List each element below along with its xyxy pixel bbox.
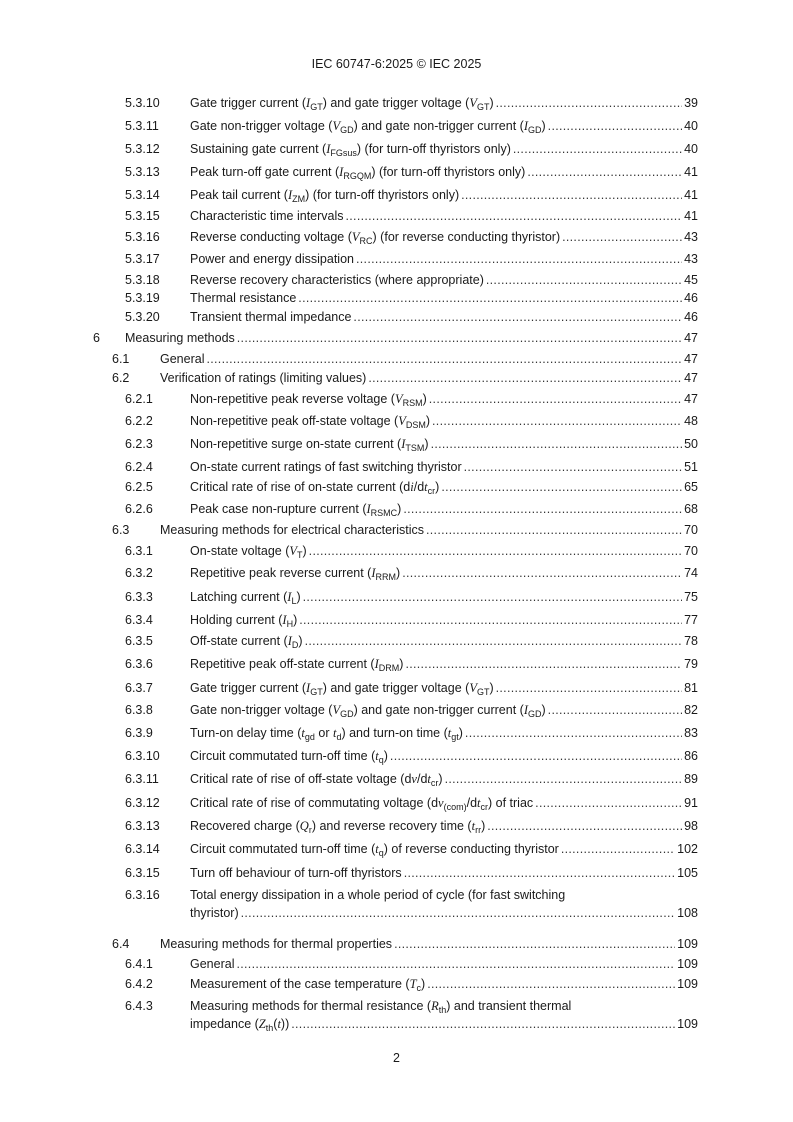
toc-entry-number: 6.3.4	[125, 613, 153, 627]
toc-entry[interactable]	[125, 975, 698, 993]
toc-entry-page: 47	[684, 331, 698, 345]
toc-entry-number: 5.3.18	[125, 273, 160, 287]
toc-entry[interactable]	[125, 655, 698, 673]
toc-entry-title: Sustaining gate current $(I_{FGsus})$ (for turn-off thyristors only)	[190, 142, 511, 158]
toc-entry-title: Measuring methods for electrical characteristics	[160, 523, 424, 537]
toc-entry-title: Gate trigger current $(I_{GT})$ and gate trigger voltage $(V_{GT})$	[190, 681, 494, 697]
toc-entry-page: 40	[684, 119, 698, 133]
leader-dots	[562, 228, 682, 246]
leader-dots	[561, 840, 675, 858]
toc-entry-number: 6.2.3	[125, 437, 153, 451]
toc-entry-number: 6.4.1	[125, 957, 153, 971]
toc-entry-page: 47	[684, 392, 698, 406]
toc-entry-page: 43	[684, 252, 698, 266]
toc-entry-page: 91	[684, 796, 698, 810]
leader-dots	[461, 186, 682, 204]
leader-dots	[298, 289, 682, 307]
toc-entry[interactable]	[125, 228, 698, 246]
leader-dots	[299, 611, 682, 629]
toc-entry-number: 6.4.2	[125, 977, 153, 991]
toc-entry-title: Peak turn-off gate current $(I_{RGQM})$ (for turn-off thyristors only)	[190, 165, 526, 181]
toc-entry-title: Repetitive peak reverse current $(I_{RRM})$	[190, 566, 401, 582]
toc-entry-page: 70	[684, 523, 698, 537]
toc-entry-page: 77	[684, 613, 698, 627]
toc-entry-page: 45	[684, 273, 698, 287]
toc-entry-page: 41	[684, 209, 698, 223]
toc-entry-number: 6.3.6	[125, 657, 153, 671]
toc-entry-number: 6.3.5	[125, 634, 153, 648]
leader-dots	[291, 1015, 675, 1033]
leader-dots	[548, 701, 682, 719]
toc-entry[interactable]	[112, 350, 698, 368]
toc-entry-title: Non-repetitive peak reverse voltage $(V_{RSM})$	[190, 392, 427, 408]
leader-dots	[441, 478, 682, 496]
toc-entry-page: 65	[684, 480, 698, 494]
toc-entry-page: 43	[684, 230, 698, 244]
toc-entry-title: Recovered charge $(Q_r)$ and reverse recovery time $(t_{rr})$	[190, 819, 486, 835]
leader-dots	[535, 794, 682, 812]
toc-entry[interactable]	[125, 542, 698, 560]
leader-dots	[404, 864, 675, 882]
toc-entry-title: Measuring methods for thermal resistance $(R_{th})$ and transient thermal	[190, 999, 572, 1015]
toc-entry-title: Turn-on delay time ($t_{gd}$ or $t_d$) and turn-on time $(t_{gt})$	[190, 726, 463, 742]
leader-dots	[527, 163, 682, 181]
leader-dots	[464, 458, 682, 476]
toc-entry-number: 5.3.17	[125, 252, 160, 266]
toc-entry-page: 109	[677, 937, 698, 951]
toc-entry-page: 78	[684, 634, 698, 648]
toc-entry-number: 6.3.2	[125, 566, 153, 580]
leader-dots	[426, 521, 682, 539]
toc-entry-title: Off-state current $(I_D)$	[190, 634, 303, 650]
toc-entry-title: Transient thermal impedance	[190, 310, 352, 324]
toc-entry[interactable]	[125, 207, 698, 225]
toc-entry[interactable]	[125, 588, 698, 606]
leader-dots	[236, 955, 675, 973]
toc-entry-title: Gate trigger current $(I_{GT})$ and gate trigger voltage $(V_{GT})$	[190, 96, 494, 112]
toc-entry-title-continued: thyristor)	[190, 906, 239, 920]
leader-dots	[368, 369, 682, 387]
toc-entry[interactable]	[125, 94, 698, 112]
toc-entry[interactable]	[125, 817, 698, 835]
leader-dots	[237, 329, 682, 347]
toc-entry-number: 6.2.6	[125, 502, 153, 516]
toc-entry-title: Non-repetitive peak off-state voltage $(V_{DSM})$	[190, 414, 431, 430]
toc-entry[interactable]	[125, 955, 698, 973]
toc-entry-page: 86	[684, 749, 698, 763]
toc-entry-page: 50	[684, 437, 698, 451]
toc-entry-number: 5.3.16	[125, 230, 160, 244]
toc-entry-number: 6.3.1	[125, 544, 153, 558]
toc-entry-page: 102	[677, 842, 698, 856]
toc-entry[interactable]	[125, 770, 698, 788]
toc-entry-number: 5.3.14	[125, 188, 160, 202]
toc-entry-title: Gate non-trigger voltage $(V_{GD})$ and gate non-trigger current $(I_{GD})$	[190, 703, 546, 719]
toc-entry[interactable]	[125, 412, 698, 430]
leader-dots	[548, 117, 682, 135]
toc-entry-number: 6.3.15	[125, 866, 160, 880]
toc-entry[interactable]	[125, 271, 698, 289]
toc-entry[interactable]	[125, 747, 698, 765]
toc-entry[interactable]	[125, 250, 698, 268]
toc-entry-page: 109	[677, 957, 698, 971]
leader-dots	[496, 94, 682, 112]
leader-dots	[429, 390, 682, 408]
toc-entry-title: Thermal resistance	[190, 291, 297, 305]
toc-entry-number: 6.4	[112, 937, 130, 951]
toc-entry-page: 89	[684, 772, 698, 786]
toc-entry-number: 6.3.8	[125, 703, 153, 717]
toc-entry-title: Gate non-trigger voltage $(V_{GD})$ and gate non-trigger current $(I_{GD})$	[190, 119, 546, 135]
toc-entry-page: 98	[684, 819, 698, 833]
toc-entry[interactable]	[125, 632, 698, 650]
toc-entry-title: On-state current ratings of fast switching thyristor	[190, 460, 462, 474]
toc-entry[interactable]	[125, 886, 698, 924]
toc-entry-title: Circuit commutated turn-off time $(t_q)$	[190, 749, 388, 765]
toc-entry-title: Power and energy dissipation	[190, 252, 354, 266]
toc-entry-page: 47	[684, 371, 698, 385]
toc-entry[interactable]	[125, 186, 698, 204]
leader-dots	[486, 271, 682, 289]
toc-entry-title: Verification of ratings (limiting values)	[160, 371, 367, 385]
toc-entry-page: 51	[684, 460, 698, 474]
leader-dots	[356, 250, 682, 268]
toc-entry[interactable]	[125, 390, 698, 408]
leader-dots	[427, 975, 675, 993]
toc-entry-title: General	[190, 957, 235, 971]
toc-entry-page: 48	[684, 414, 698, 428]
toc-entry[interactable]	[125, 289, 698, 307]
leader-dots	[405, 655, 682, 673]
toc-entry-page: 75	[684, 590, 698, 604]
toc-entry-number: 6.1	[112, 352, 130, 366]
toc-entry-page: 46	[684, 291, 698, 305]
toc-entry-number: 6.3.3	[125, 590, 153, 604]
leader-dots	[206, 350, 682, 368]
toc-entry[interactable]	[112, 369, 698, 387]
toc-entry-page: 109	[677, 977, 698, 991]
leader-dots	[487, 817, 682, 835]
toc-entry-title: Measuring methods for thermal properties	[160, 937, 393, 951]
toc-entry-title: Holding current $(I_H)$	[190, 613, 298, 629]
toc-entry-page: 40	[684, 142, 698, 156]
toc-entry[interactable]	[125, 611, 698, 629]
toc-entry-number: 6.4.3	[125, 999, 153, 1013]
leader-dots	[402, 564, 682, 582]
toc-entry[interactable]	[125, 840, 698, 858]
toc-entry-number: 6.2	[112, 371, 130, 385]
toc-entry-page: 70	[684, 544, 698, 558]
toc-entry-title: Measurement of the case temperature $(T_c)$	[190, 977, 426, 993]
toc-entry-page: 105	[677, 866, 698, 880]
leader-dots	[403, 500, 682, 518]
toc-entry-number: 6.2.5	[125, 480, 153, 494]
toc-entry-title: Characteristic time intervals	[190, 209, 344, 223]
toc-entry-number: 6.2.2	[125, 414, 153, 428]
toc-entry-title: General	[160, 352, 205, 366]
toc-entry-number: 6.2.4	[125, 460, 153, 474]
leader-dots	[346, 207, 683, 225]
toc-entry-page: 47	[684, 352, 698, 366]
leader-dots	[241, 904, 676, 922]
toc-entry-number: 6.3.14	[125, 842, 160, 856]
leader-dots	[445, 770, 683, 788]
toc-entry-number: 5.3.12	[125, 142, 160, 156]
toc-entry-page: 74	[684, 566, 698, 580]
toc-entry-number: 6.3.12	[125, 796, 160, 810]
toc-entry[interactable]	[125, 478, 698, 496]
toc-entry-title: Reverse conducting voltage $(V_{RC})$ (for reverse conducting thyristor)	[190, 230, 561, 246]
toc-entry-page: 39	[684, 96, 698, 110]
document-header: IEC 60747-6:2025 © IEC 2025	[311, 57, 482, 71]
leader-dots	[390, 747, 682, 765]
toc-entry-number: 6.3.13	[125, 819, 160, 833]
toc-entry-number: 6.3.16	[125, 888, 160, 902]
toc-entry-title: Peak case non-rupture current $(I_{RSMC})$	[190, 502, 402, 518]
toc-entry-page: 68	[684, 502, 698, 516]
toc-entry[interactable]	[125, 308, 698, 326]
toc-entry-page: 109	[677, 1017, 698, 1031]
leader-dots	[513, 140, 682, 158]
toc-entry[interactable]	[125, 458, 698, 476]
toc-entry-number: 5.3.15	[125, 209, 160, 223]
toc-entry-page: 79	[684, 657, 698, 671]
toc-entry-number: 6.3.7	[125, 681, 153, 695]
toc-entry-title: Non-repetitive surge on-state current $(I_{TSM})$	[190, 437, 429, 453]
toc-entry[interactable]	[125, 564, 698, 582]
toc-entry-title: Critical rate of rise of off-state voltage $(dv/dt_{cr})$	[190, 772, 443, 788]
toc-entry-title: Circuit commutated turn-off time $(t_q)$ of reverse conducting thyristor	[190, 842, 559, 858]
toc-entry-number: 5.3.11	[125, 119, 159, 133]
toc-entry-number: 5.3.10	[125, 96, 160, 110]
toc-entry[interactable]	[125, 500, 698, 518]
toc-entry-title: On-state voltage $(V_T)$	[190, 544, 307, 560]
leader-dots	[305, 632, 683, 650]
toc-entry-number: 6.3.11	[125, 772, 159, 786]
toc-entry[interactable]	[125, 140, 698, 158]
toc-entry-title: Measuring methods	[125, 331, 235, 345]
leader-dots	[432, 412, 682, 430]
toc-entry-page: 82	[684, 703, 698, 717]
leader-dots	[496, 679, 682, 697]
toc-entry-page: 41	[684, 188, 698, 202]
toc-entry[interactable]	[125, 864, 698, 882]
toc-entry-title: Critical rate of rise of on-state current $(di/dt_{cr})$	[190, 480, 440, 496]
toc-entry[interactable]	[112, 521, 698, 539]
toc-entry-number: 6.2.1	[125, 392, 153, 406]
toc-entry-title: Peak tail current $(I_{ZM})$ (for turn-off thyristors only)	[190, 188, 460, 204]
toc-entry-number: 5.3.13	[125, 165, 160, 179]
toc-entry-number: 6.3.9	[125, 726, 153, 740]
page-number: 2	[393, 1051, 400, 1065]
toc-entry-title: Total energy dissipation in a whole period of cycle (for fast switching	[190, 888, 566, 902]
toc-entry-page: 41	[684, 165, 698, 179]
toc-entry-page: 81	[684, 681, 698, 695]
leader-dots	[465, 724, 682, 742]
toc-entry-title: Repetitive peak off-state current $(I_{DRM})$	[190, 657, 404, 673]
toc-entry-title: Latching current $(I_L)$	[190, 590, 301, 606]
leader-dots	[309, 542, 682, 560]
toc-entry[interactable]	[125, 117, 698, 135]
leader-dots	[303, 588, 682, 606]
leader-dots	[394, 935, 675, 953]
toc-entry[interactable]	[112, 935, 698, 953]
toc-entry-title-continued: impedance $(Z_{th}(t))$	[190, 1017, 290, 1033]
toc-entry-number: 5.3.20	[125, 310, 160, 324]
leader-dots	[353, 308, 682, 326]
toc-entry[interactable]	[125, 163, 698, 181]
toc-entry[interactable]	[125, 679, 698, 697]
toc-entry-page: 108	[677, 906, 698, 920]
toc-entry-page: 83	[684, 726, 698, 740]
toc-entry[interactable]	[93, 329, 698, 347]
toc-entry-number: 6.3	[112, 523, 130, 537]
toc-entry-number: 6.3.10	[125, 749, 160, 763]
toc-entry-number: 6	[93, 331, 100, 345]
toc-entry[interactable]	[125, 435, 698, 453]
toc-entry-title: Critical rate of rise of commutating voltage $(dv_{(com)}/dt_{cr})$ of triac	[190, 796, 534, 812]
toc-entry-title: Reverse recovery characteristics (where appropriate)	[190, 273, 484, 287]
toc-entry-title: Turn off behaviour of turn-off thyristors	[190, 866, 402, 880]
toc-entry[interactable]	[125, 997, 698, 1035]
toc-entry-page: 46	[684, 310, 698, 324]
leader-dots	[431, 435, 683, 453]
toc-entry[interactable]	[125, 794, 698, 812]
toc-entry-number: 5.3.19	[125, 291, 160, 305]
toc-entry[interactable]	[125, 701, 698, 719]
toc-entry[interactable]	[125, 724, 698, 742]
